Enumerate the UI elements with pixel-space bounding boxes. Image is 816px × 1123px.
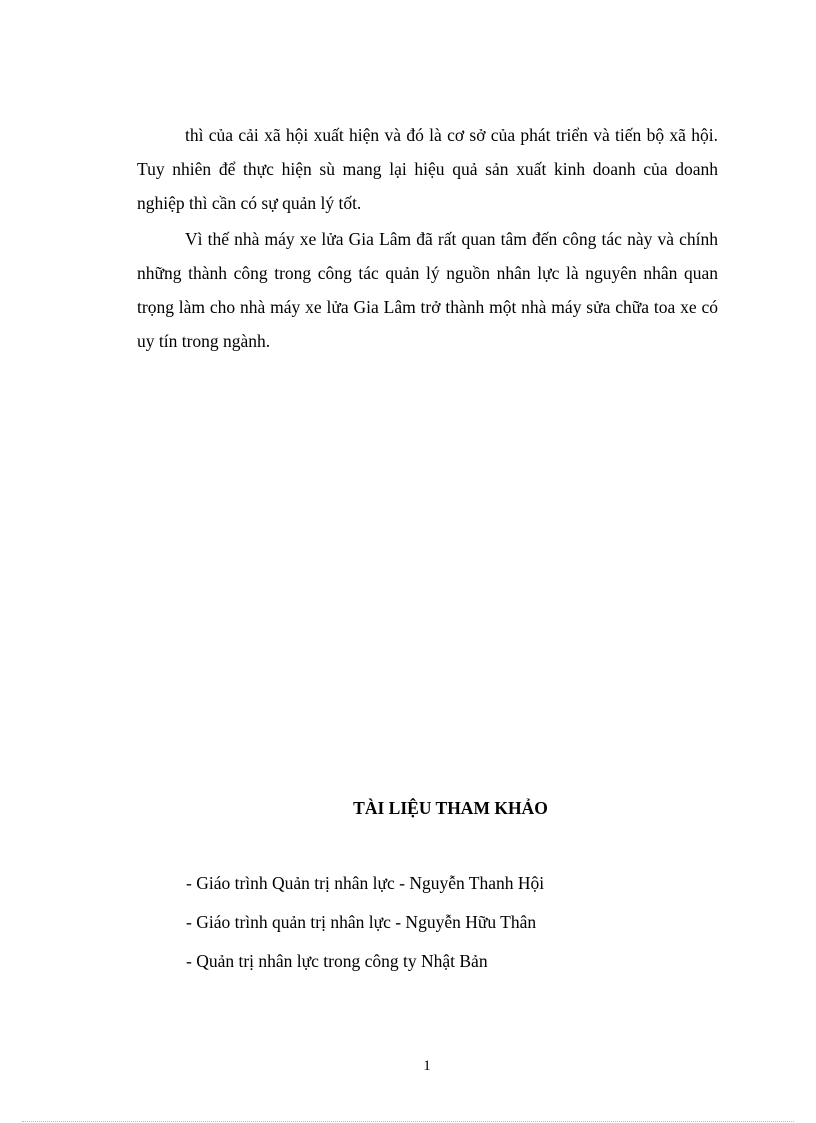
reference-item: - Giáo trình quản trị nhân lực - Nguyễn Hữu Thân (186, 912, 537, 932)
page-bottom-divider (22, 1121, 794, 1122)
paragraph: thì của cải xã hội xuất hiện và đó là cơ sở của phát triển và tiến bộ xã hội. Tuy nhiên để thực hiện sù mang lại hiệu quả sản xuất kinh doanh của doanh nghiệp thì cần có sự quản lý tốt. (137, 125, 718, 213)
page-number: 1 (423, 1058, 431, 1074)
reference-item: - Quản trị nhân lực trong công ty Nhật Bản (186, 951, 488, 971)
references-heading: TÀI LIỆU THAM KHẢO (353, 798, 548, 818)
paragraph: Vì thế nhà máy xe lửa Gia Lâm đã rất quan tâm đến công tác này và chính những thành công trong công tác quản lý nguồn nhân lực là nguyên nhân quan trọng làm cho nhà máy xe lửa Gia Lâm trở thành một nhà máy sửa chữa toa xe có uy tín trong ngành. (137, 229, 718, 351)
reference-item: - Giáo trình Quản trị nhân lực - Nguyễn Thanh Hội (186, 873, 545, 893)
body-text (137, 118, 718, 360)
references-list (186, 870, 544, 987)
